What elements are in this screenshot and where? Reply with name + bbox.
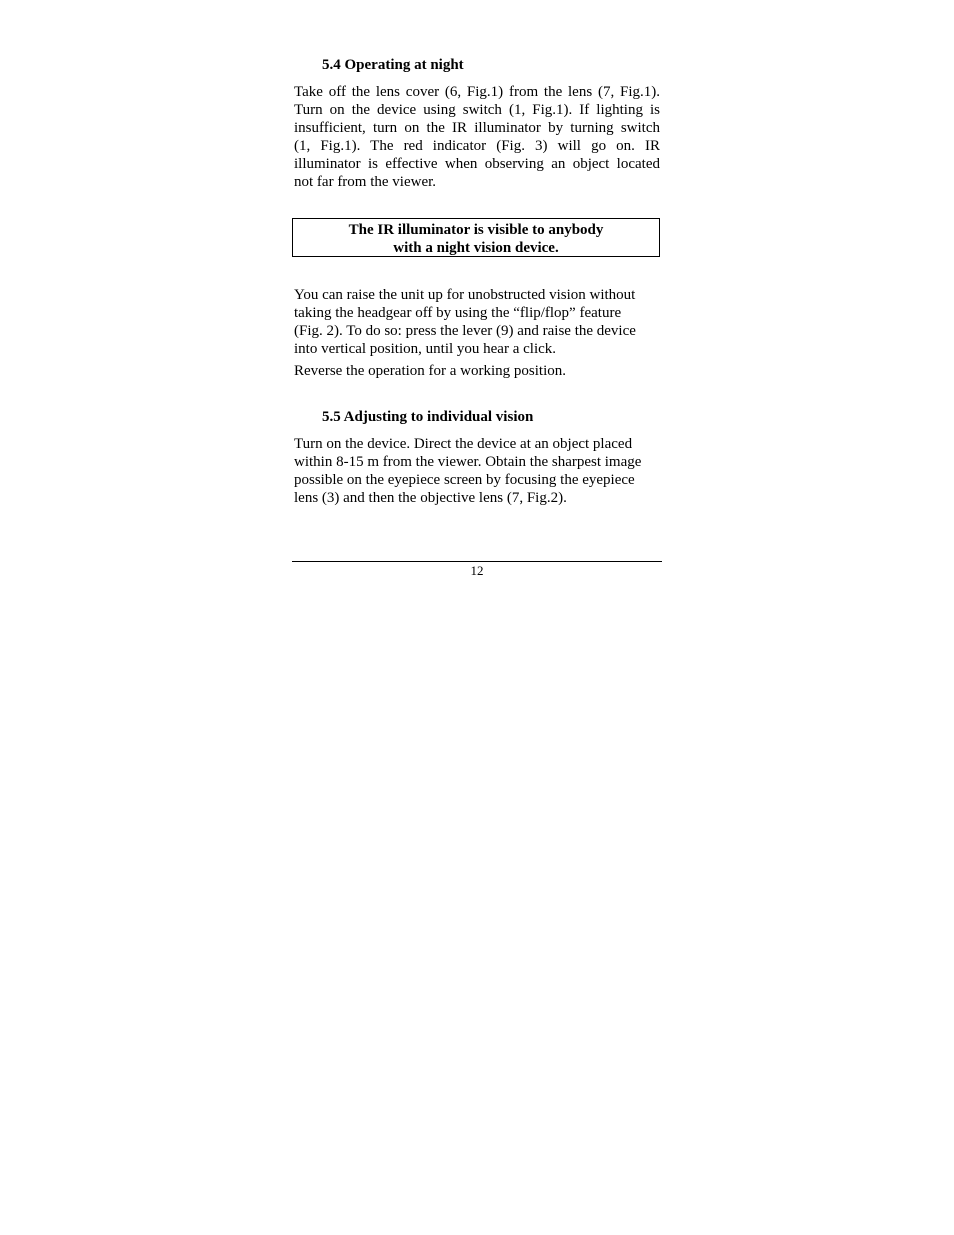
notice-line: with a night vision device. [393,240,559,256]
text-line: Turn on the device using switch (1, Fig.1). If lighting is [294,102,660,118]
footer-divider [292,561,662,562]
text-line: into vertical position, until you hear a click. [294,341,557,357]
text-line: possible on the eyepiece screen by focusing the eyepiece [294,472,635,488]
text-line: (Fig. 2). To do so: press the lever (9) and raise the device [294,323,636,339]
text-line: Turn on the device. Direct the device at an object placed [294,436,633,452]
text-line: (1, Fig.1). The red indicator (Fig. 3) will go on. IR [294,138,660,154]
text-line: taking the headgear off by using the “flip/flop” feature [294,305,622,321]
notice-line: The IR illuminator is visible to anybody [348,222,604,238]
text-line: insufficient, turn on the IR illuminator by turning switch [294,120,660,136]
text-line: Reverse the operation for a working position. [294,363,567,379]
page-number: 12 [470,563,484,578]
section-heading-operating-at-night: 5.4 Operating at night [322,57,464,73]
paragraph-adjusting-vision [294,435,660,507]
text-line: illuminator is effective when observing an object located [294,156,660,172]
paragraph-flip-flop [294,286,660,358]
paragraph-reverse-operation [294,362,660,380]
text-line: Take off the lens cover (6, Fig.1) from the lens (7, Fig.1). [294,84,660,100]
text-line: You can raise the unit up for unobstructed vision without [294,287,636,303]
paragraph-operating-at-night [294,83,660,191]
section-heading-adjusting-vision: 5.5 Adjusting to individual vision [322,409,534,425]
text-line: within 8-15 m from the viewer. Obtain the sharpest image [294,454,642,470]
text-line: not far from the viewer. [294,174,437,190]
ir-visibility-notice-box [292,218,660,257]
text-line: lens (3) and then the objective lens (7, Fig.2). [294,490,567,506]
